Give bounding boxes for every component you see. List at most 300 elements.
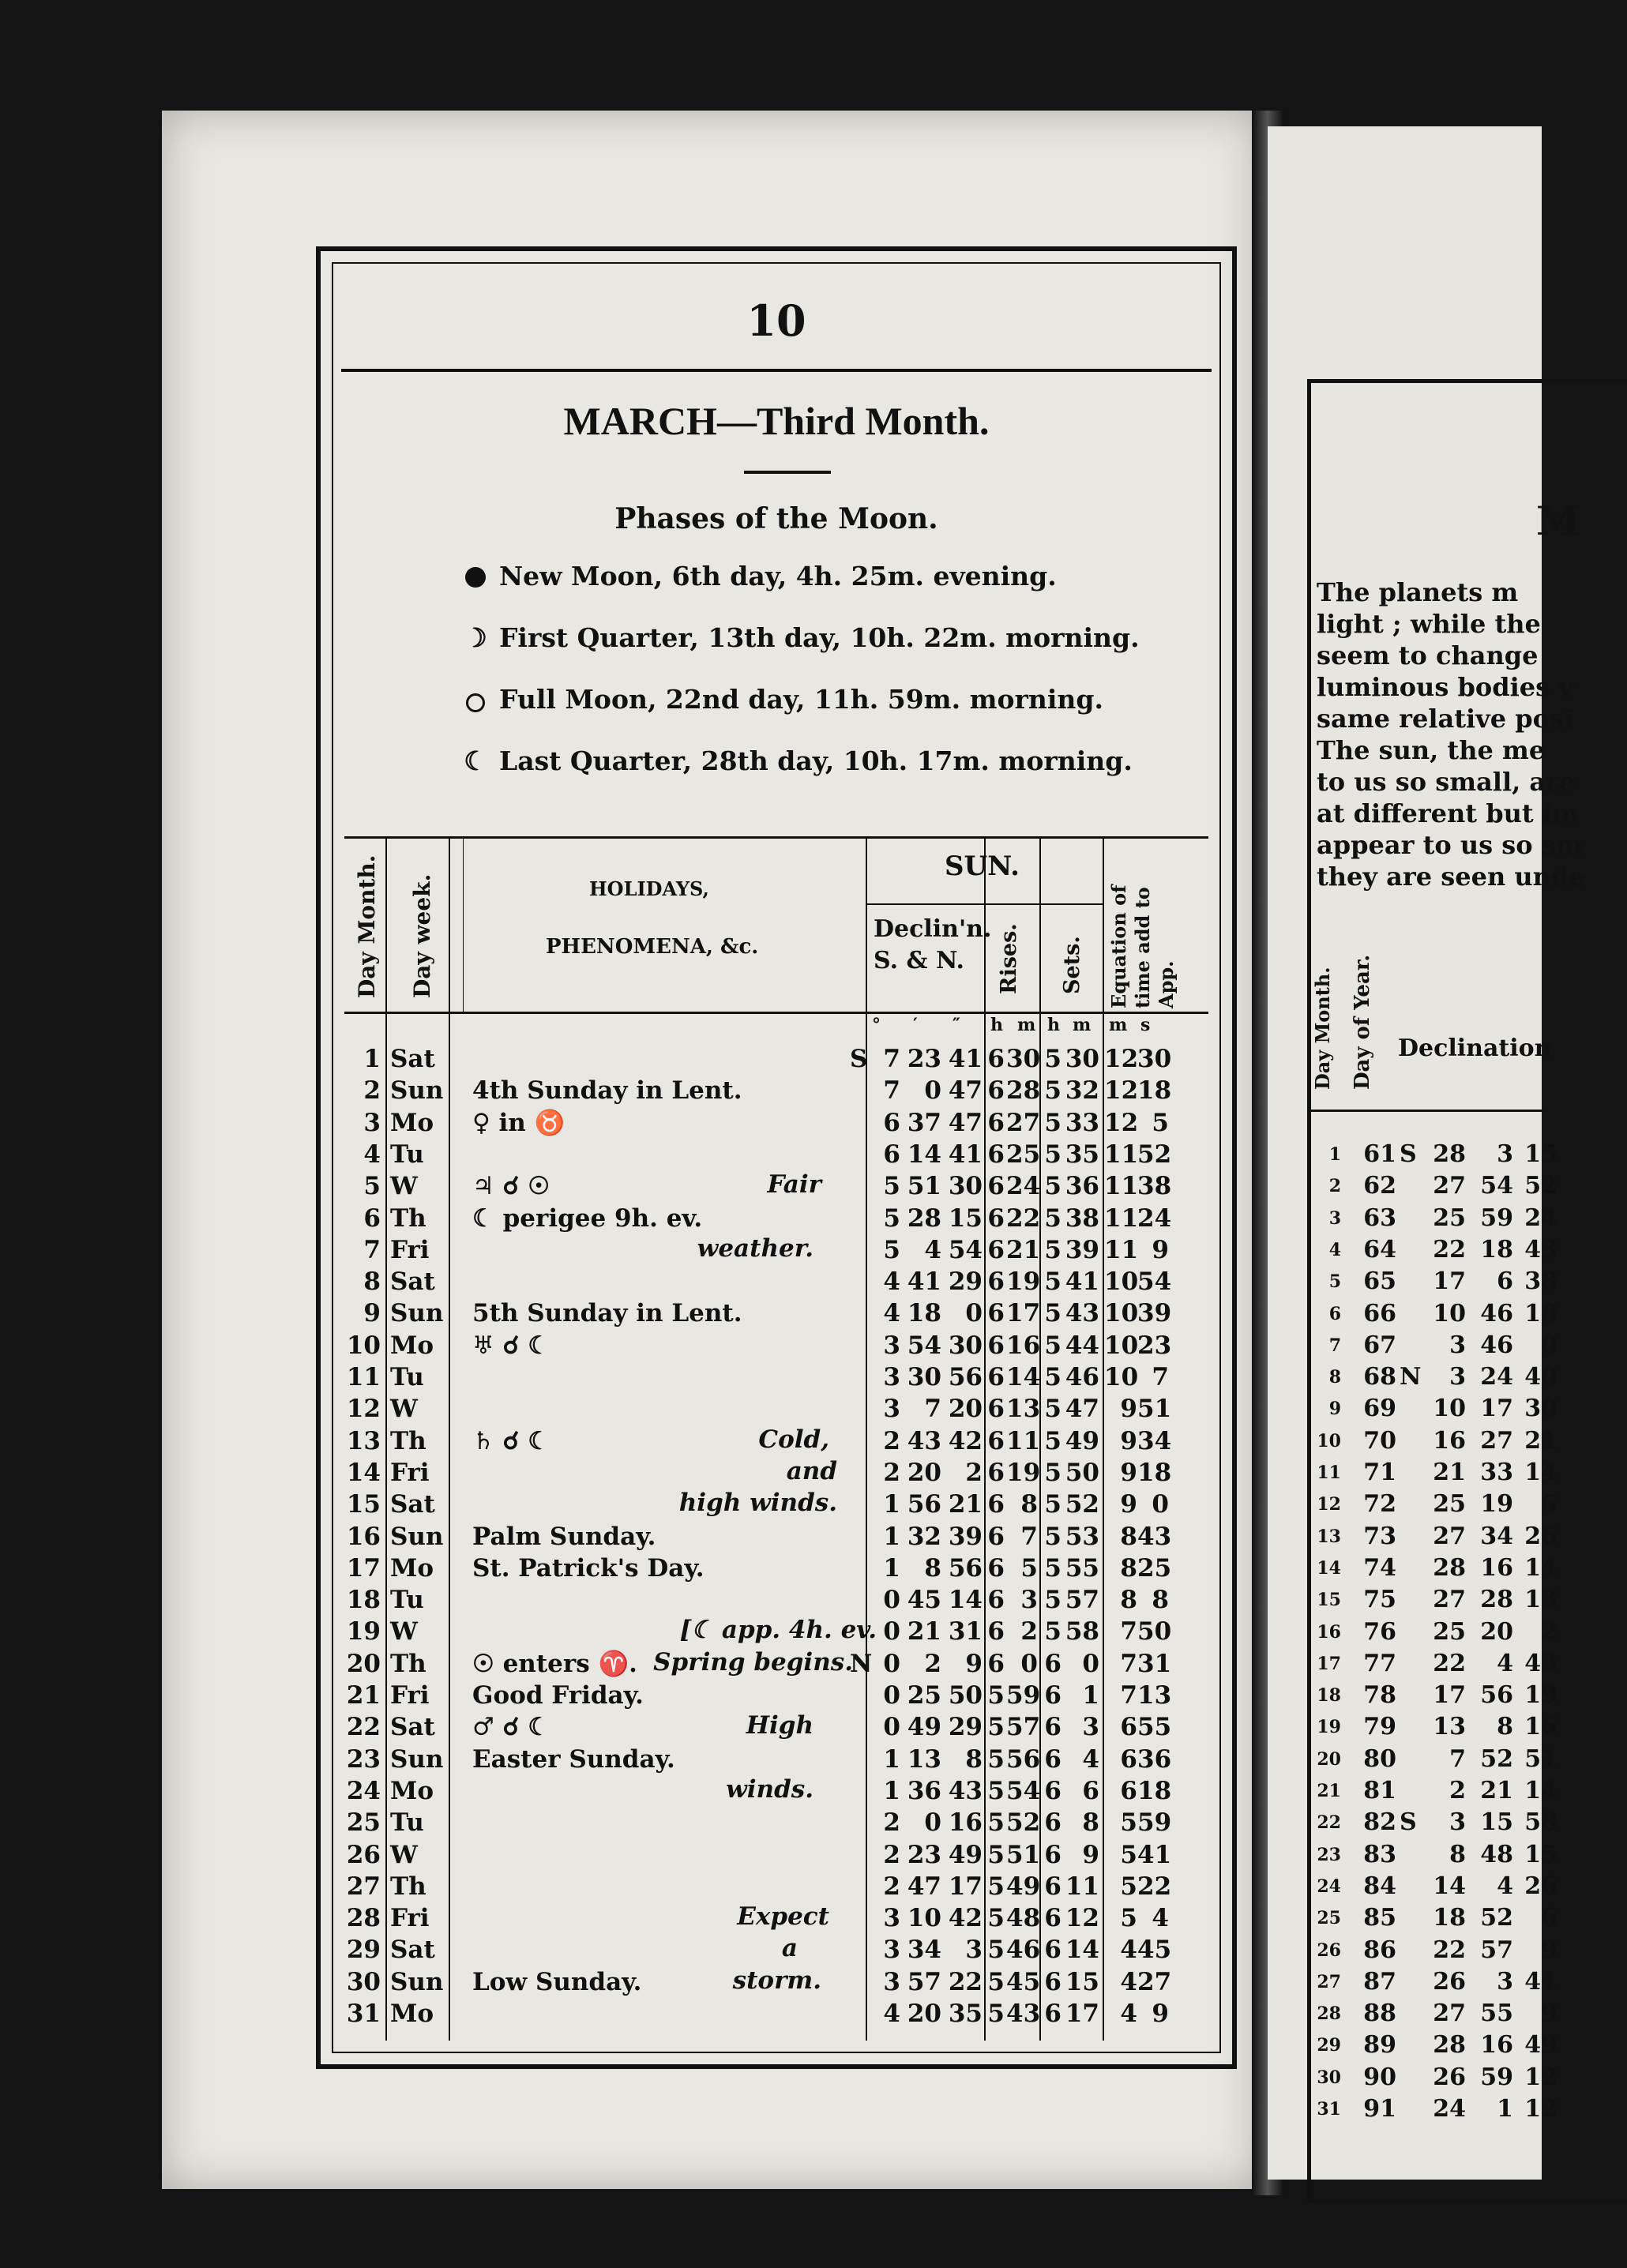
- sets-minute: 1: [1082, 1681, 1099, 1710]
- day-of-week: Th: [390, 1426, 426, 1455]
- declination-seconds: 3: [965, 1936, 983, 1965]
- right-cell: 12: [1524, 2063, 1557, 2091]
- sets-minute: 58: [1065, 1617, 1099, 1647]
- weather-note: [☾ app. 4h. ev.: [679, 1616, 877, 1645]
- table-row: [344, 1330, 1208, 1361]
- rises-hour: 6: [987, 1331, 1005, 1360]
- declination-minutes: 8: [924, 1553, 941, 1583]
- right-cell: 65: [1363, 1267, 1396, 1296]
- rises-minute: 43: [1006, 2000, 1041, 2028]
- rises-minute: 30: [1006, 1045, 1041, 1073]
- right-cell: 52: [1480, 1904, 1513, 1932]
- right-cell: 19: [1317, 1717, 1341, 1738]
- rises-minute: 19: [1006, 1458, 1041, 1487]
- rises-minute: 17: [1006, 1299, 1041, 1328]
- day-of-month: 15: [346, 1490, 381, 1519]
- declination-degrees: 2: [883, 1458, 900, 1487]
- day-of-week: Mo: [390, 1331, 434, 1360]
- right-cell: 46: [1480, 1331, 1513, 1359]
- rises-hour: 5: [987, 1872, 1005, 1901]
- right-table-row: [1311, 1298, 1557, 1330]
- right-col-day-month: Day Month.: [1311, 967, 1334, 1090]
- rises-hour: 6: [987, 1395, 1005, 1424]
- sets-minute: 49: [1065, 1426, 1099, 1455]
- rises-hour: 5: [987, 1904, 1005, 1933]
- rises-hour: 6: [987, 1553, 1005, 1583]
- declination-seconds: 42: [948, 1426, 983, 1455]
- right-cell: 14: [1524, 1459, 1557, 1486]
- col-declination: Declin'n.: [874, 915, 992, 943]
- right-cell: 10: [1317, 1430, 1341, 1451]
- declination-minutes: 0: [924, 1076, 941, 1106]
- right-table-row: [1311, 1584, 1557, 1616]
- sets-minute: 50: [1065, 1458, 1099, 1487]
- right-cell: 13: [1524, 1586, 1557, 1614]
- right-cell: 78: [1363, 1681, 1396, 1710]
- declination-minutes: 41: [907, 1267, 941, 1297]
- declination-seconds: 43: [948, 1776, 983, 1805]
- col-rises: Rises.: [997, 923, 1021, 994]
- right-cell: 5: [1328, 1271, 1341, 1293]
- right-table-row: [1311, 2030, 1557, 2061]
- rises-minute: 16: [1006, 1331, 1041, 1360]
- declination-degrees: 6: [883, 1140, 900, 1169]
- declination-degrees: 3: [883, 1967, 900, 1996]
- sets-hour: 5: [1044, 1140, 1061, 1169]
- rises-hour: 6: [987, 1586, 1005, 1615]
- right-cell: 16: [1480, 1553, 1513, 1582]
- sets-hour: 5: [1044, 1458, 1061, 1487]
- right-cell: 69: [1363, 1395, 1396, 1423]
- rises-hour: 6: [987, 1617, 1005, 1647]
- rises-minute: 14: [1006, 1363, 1041, 1391]
- phases-heading: Phases of the Moon.: [614, 502, 938, 535]
- equation-seconds: 45: [1137, 1936, 1172, 1965]
- right-cell: 16: [1480, 2031, 1513, 2060]
- rises-hour: 6: [987, 1076, 1005, 1106]
- phase-first-quarter: ☽ First Quarter, 13th day, 10h. 22m. morning.: [460, 622, 1140, 653]
- declination-seconds: 47: [948, 1076, 983, 1106]
- sets-hour: 5: [1044, 1363, 1061, 1391]
- sets-hour: 6: [1044, 1649, 1061, 1678]
- declination-minutes: 13: [907, 1744, 941, 1774]
- right-table-row: [1311, 2093, 1557, 2125]
- right-cell: 24: [1524, 1203, 1557, 1232]
- holiday-text: Good Friday.: [472, 1681, 644, 1710]
- declination-minutes: 37: [907, 1108, 941, 1137]
- right-cell: 48: [1480, 1840, 1513, 1868]
- declination-seconds: 47: [948, 1108, 983, 1137]
- full-moon-icon: [460, 684, 491, 715]
- equation-seconds: 36: [1137, 1744, 1172, 1774]
- declination-minutes: 51: [907, 1172, 941, 1201]
- day-of-week: Tu: [390, 1140, 424, 1169]
- declination-degrees: 3: [883, 1395, 900, 1424]
- declination-minutes: 2: [924, 1649, 941, 1678]
- day-of-week: Tu: [390, 1586, 424, 1615]
- day-of-month: 18: [346, 1586, 381, 1615]
- right-table-row: [1311, 1393, 1557, 1425]
- right-table-row: [1311, 1902, 1557, 1934]
- sets-hour: 5: [1044, 1553, 1061, 1583]
- equation-seconds: 55: [1137, 1713, 1172, 1742]
- declination-minutes: 28: [907, 1203, 941, 1233]
- right-col-day-year: Day of Year.: [1351, 954, 1374, 1090]
- holiday-text: ☾ perigee 9h. ev.: [472, 1203, 703, 1233]
- right-cell: 3: [1449, 1363, 1466, 1391]
- equation-seconds: 25: [1137, 1553, 1172, 1583]
- sets-minute: 44: [1065, 1331, 1099, 1360]
- right-cell: 23: [1317, 1844, 1341, 1865]
- rises-hour: 5: [987, 1808, 1005, 1838]
- right-cell: 72: [1363, 1490, 1396, 1519]
- weather-note: Fair: [767, 1170, 821, 1200]
- equation-minutes: 6: [1120, 1713, 1137, 1742]
- weather-note: storm.: [732, 1966, 821, 1995]
- declination-minutes: 14: [907, 1140, 941, 1169]
- declination-degrees: 0: [883, 1713, 900, 1742]
- right-cell: 27: [1433, 1522, 1466, 1550]
- rises-minute: 45: [1006, 1967, 1041, 1996]
- sets-minute: 32: [1065, 1076, 1099, 1106]
- equation-minutes: 12: [1104, 1076, 1139, 1106]
- sets-minute: 43: [1065, 1299, 1099, 1328]
- declination-seconds: 30: [948, 1331, 983, 1360]
- rises-hour: 6: [987, 1299, 1005, 1328]
- right-cell: 85: [1363, 1904, 1396, 1932]
- day-of-month: 31: [346, 2000, 381, 2028]
- right-cell: 59: [1480, 1203, 1513, 1232]
- table-row: [344, 1457, 1208, 1489]
- last-quarter-icon: ☾: [464, 745, 487, 776]
- equation-seconds: 13: [1137, 1681, 1172, 1710]
- holiday-text: Low Sunday.: [472, 1967, 642, 1996]
- right-cell: 86: [1363, 1936, 1396, 1964]
- right-cell: 67: [1363, 1331, 1396, 1359]
- day-of-month: 28: [346, 1904, 381, 1933]
- col-sun: SUN.: [945, 850, 1020, 882]
- declination-minutes: 36: [907, 1776, 941, 1805]
- right-cell: S: [1400, 1140, 1417, 1168]
- equation-minutes: 11: [1104, 1172, 1139, 1201]
- right-cell: 3: [1328, 1207, 1341, 1229]
- col-day-month: Day Month.: [354, 854, 380, 998]
- right-table-row: [1311, 1521, 1557, 1553]
- rises-minute: 19: [1006, 1267, 1041, 1297]
- right-cell: 7: [1449, 1744, 1466, 1773]
- right-page-line: luminous bodies v: [1317, 672, 1573, 702]
- right-cell: 25: [1433, 1490, 1466, 1519]
- right-cell: 22: [1317, 1812, 1341, 1834]
- day-of-week: Mo: [390, 1553, 434, 1583]
- day-of-week: Sat: [390, 1045, 435, 1073]
- right-cell: N: [1400, 1363, 1422, 1391]
- day-of-month: 29: [346, 1936, 381, 1965]
- declination-degrees: 5: [883, 1172, 900, 1201]
- right-cell: 40: [1524, 1363, 1557, 1391]
- day-of-month: 17: [346, 1553, 381, 1583]
- declination-seconds: 56: [948, 1363, 983, 1391]
- right-cell: 68: [1363, 1363, 1396, 1391]
- holiday-text: St. Patrick's Day.: [472, 1553, 705, 1583]
- equation-seconds: 7: [1152, 1363, 1169, 1391]
- equation-minutes: 4: [1120, 2000, 1137, 2028]
- declination-seconds: 35: [948, 2000, 983, 2028]
- right-cell: 22: [1433, 1235, 1466, 1264]
- right-cell: 14: [1317, 1557, 1341, 1579]
- declination-seconds: 50: [948, 1681, 983, 1710]
- sets-hour: 6: [1044, 1967, 1061, 1996]
- right-table-row: [1311, 1871, 1557, 1902]
- equation-minutes: 7: [1120, 1649, 1137, 1678]
- right-cell: 8: [1328, 1367, 1341, 1388]
- right-cell: 56: [1480, 1681, 1513, 1710]
- sets-hour: 6: [1044, 1808, 1061, 1838]
- holiday-text: ♃ ☌ ☉: [472, 1172, 550, 1201]
- right-cell: 4: [1497, 1872, 1513, 1900]
- right-table-row: [1311, 1839, 1557, 1871]
- sets-minute: 30: [1065, 1045, 1099, 1073]
- sets-hour: 5: [1044, 1235, 1061, 1264]
- equation-minutes: 10: [1104, 1299, 1139, 1328]
- day-of-month: 10: [346, 1331, 381, 1360]
- right-cell: 0: [1541, 1331, 1557, 1359]
- day-of-week: W: [390, 1172, 418, 1201]
- declination-minutes: 10: [907, 1904, 941, 1933]
- equation-minutes: 8: [1120, 1522, 1137, 1551]
- holiday-text: Easter Sunday.: [472, 1744, 675, 1774]
- right-cell: 59: [1480, 2063, 1513, 2091]
- rises-hour: 6: [987, 1267, 1005, 1297]
- equation-seconds: 8: [1152, 1586, 1169, 1615]
- equation-minutes: 4: [1120, 1936, 1137, 1965]
- sets-minute: 11: [1065, 1872, 1099, 1901]
- declination-minutes: 23: [907, 1045, 941, 1073]
- right-cell: 15: [1480, 1808, 1513, 1837]
- table-row: [344, 1361, 1208, 1393]
- right-table-row: [1311, 1998, 1557, 2030]
- equation-seconds: 0: [1152, 1490, 1169, 1519]
- equation-seconds: 31: [1137, 1649, 1172, 1678]
- sets-hour: 5: [1044, 1331, 1061, 1360]
- month-title: MARCH—Third Month.: [563, 399, 990, 443]
- sets-minute: 6: [1082, 1776, 1099, 1805]
- col-declination-sn: S. & N.: [874, 947, 964, 974]
- right-table-row: [1311, 1807, 1557, 1838]
- equation-minutes: 5: [1120, 1872, 1137, 1901]
- table-row: [344, 1584, 1208, 1616]
- right-cell: 6: [1497, 1267, 1513, 1296]
- right-cell: 8: [1497, 1713, 1513, 1741]
- right-cell: 38: [1524, 1267, 1557, 1296]
- rises-minute: 54: [1006, 1776, 1041, 1805]
- day-of-week: Sun: [390, 1967, 444, 1996]
- declination-seconds: 9: [965, 1649, 983, 1678]
- right-cell: 28: [1317, 2003, 1341, 2025]
- declination-degrees: 0: [883, 1586, 900, 1615]
- rises-minute: 21: [1006, 1235, 1041, 1264]
- equation-seconds: 4: [1152, 1904, 1169, 1933]
- declination-seconds: 17: [948, 1872, 983, 1901]
- right-cell: 27: [1433, 1172, 1466, 1200]
- day-of-week: Sat: [390, 1490, 435, 1519]
- right-cell: 9: [1541, 2000, 1557, 2028]
- unit-label: h: [1047, 1015, 1060, 1035]
- right-cell: 14: [1524, 1777, 1557, 1804]
- right-cell: 24: [1317, 1876, 1341, 1897]
- day-of-week: W: [390, 1395, 418, 1424]
- rises-hour: 6: [987, 1045, 1005, 1073]
- rises-hour: 5: [987, 1681, 1005, 1710]
- right-cell: 2: [1449, 1777, 1466, 1804]
- right-cell: 73: [1363, 1522, 1396, 1550]
- day-of-week: Tu: [390, 1363, 424, 1391]
- right-cell: 13: [1433, 1713, 1466, 1741]
- day-of-month: 23: [346, 1744, 381, 1774]
- declination-degrees: 2: [883, 1808, 900, 1838]
- right-cell: 3: [1449, 1808, 1466, 1837]
- declination-minutes: 25: [907, 1681, 941, 1710]
- sets-minute: 52: [1065, 1490, 1099, 1519]
- right-cell: 43: [1524, 1649, 1557, 1677]
- sets-minute: 41: [1065, 1267, 1099, 1297]
- day-of-week: Sun: [390, 1522, 444, 1551]
- day-of-month: 19: [346, 1617, 381, 1647]
- equation-minutes: 10: [1104, 1267, 1139, 1297]
- right-cell: 21: [1433, 1459, 1466, 1486]
- sets-minute: 47: [1065, 1395, 1099, 1424]
- unit-label: m: [1017, 1015, 1036, 1035]
- day-of-week: Th: [390, 1872, 426, 1901]
- table-row: [344, 1807, 1208, 1838]
- declination-seconds: 31: [948, 1617, 983, 1647]
- right-cell: 21: [1524, 1426, 1557, 1455]
- right-cell: 66: [1363, 1299, 1396, 1327]
- right-cell: 18: [1433, 1904, 1466, 1932]
- right-cell: 84: [1363, 1872, 1396, 1900]
- right-cell: 82: [1363, 1808, 1396, 1837]
- equation-seconds: 22: [1137, 1872, 1172, 1901]
- rises-minute: 49: [1006, 1872, 1041, 1901]
- right-cell: 58: [1524, 1808, 1557, 1837]
- equation-minutes: 6: [1120, 1744, 1137, 1774]
- right-cell: 17: [1480, 1395, 1513, 1423]
- right-table-row: [1311, 1203, 1557, 1234]
- declination-seconds: 15: [948, 1203, 983, 1233]
- weather-note: weather.: [697, 1234, 814, 1263]
- weather-note: Spring begins.: [653, 1647, 853, 1677]
- rises-minute: 27: [1006, 1108, 1041, 1137]
- rises-hour: 5: [987, 1713, 1005, 1742]
- day-of-week: Sat: [390, 1713, 435, 1742]
- right-cell: 30: [1317, 2067, 1341, 2088]
- equation-seconds: 18: [1137, 1458, 1172, 1487]
- right-cell: 54: [1480, 1172, 1513, 1200]
- sets-hour: 6: [1044, 1872, 1061, 1901]
- declination-seconds: 8: [965, 1744, 983, 1774]
- right-cell: 31: [1317, 2099, 1341, 2120]
- holiday-text: ♂ ☌ ☾: [472, 1713, 550, 1742]
- right-cell: 28: [1433, 1553, 1466, 1582]
- declination-minutes: 32: [907, 1522, 941, 1551]
- right-cell: 52: [1524, 1172, 1557, 1200]
- right-page-line: light ; while the: [1317, 609, 1541, 639]
- equation-seconds: 43: [1137, 1522, 1172, 1551]
- right-cell: S: [1400, 1808, 1417, 1837]
- declination-seconds: 41: [948, 1140, 983, 1169]
- declination-seconds: 29: [948, 1713, 983, 1742]
- sets-hour: 5: [1044, 1172, 1061, 1201]
- right-cell: 62: [1363, 1172, 1396, 1200]
- right-cell: 18: [1480, 1235, 1513, 1264]
- right-page-line: at different but im: [1317, 798, 1579, 828]
- day-of-month: 12: [346, 1395, 381, 1424]
- right-cell: 41: [1524, 1967, 1557, 1996]
- day-of-month: 14: [346, 1458, 381, 1487]
- weather-note: Expect: [737, 1902, 829, 1932]
- right-table-row: [1311, 1711, 1557, 1743]
- right-cell: 27: [1317, 1971, 1341, 1992]
- right-cell: 1: [1497, 2095, 1513, 2123]
- declination-degrees: 0: [883, 1649, 900, 1678]
- declination-seconds: 22: [948, 1967, 983, 1996]
- equation-seconds: 18: [1137, 1076, 1172, 1106]
- right-table-row: [1311, 1489, 1557, 1520]
- declination-degrees: 7: [883, 1076, 900, 1106]
- equation-seconds: 51: [1137, 1395, 1172, 1424]
- right-cell: 22: [1433, 1936, 1466, 1964]
- holiday-text: ♀ in ♉: [472, 1108, 566, 1137]
- equation-minutes: 9: [1120, 1395, 1137, 1424]
- declination-degrees: 3: [883, 1936, 900, 1965]
- rises-hour: 5: [987, 1840, 1005, 1869]
- title-rule: [744, 471, 831, 474]
- day-of-month: 9: [363, 1299, 381, 1328]
- right-page-line: same relative posi: [1317, 704, 1574, 734]
- sets-hour: 5: [1044, 1045, 1061, 1073]
- day-of-week: Sat: [390, 1267, 435, 1297]
- right-cell: 15: [1524, 1140, 1557, 1168]
- day-of-month: 24: [346, 1776, 381, 1805]
- right-cell: 74: [1363, 1553, 1396, 1582]
- equation-seconds: 34: [1137, 1426, 1172, 1455]
- holiday-text: 4th Sunday in Lent.: [472, 1076, 742, 1106]
- declination-seconds: 39: [948, 1522, 983, 1551]
- right-cell: 52: [1480, 1744, 1513, 1773]
- right-cell: 2: [1541, 1617, 1557, 1646]
- equation-minutes: 12: [1104, 1045, 1139, 1073]
- declination-minutes: 34: [907, 1936, 941, 1965]
- rises-minute: 46: [1006, 1936, 1041, 1965]
- rises-minute: 11: [1006, 1426, 1041, 1455]
- col-holidays: HOLIDAYS,: [589, 877, 709, 900]
- day-of-week: Mo: [390, 1108, 434, 1137]
- day-of-month: 11: [346, 1363, 381, 1391]
- declination-degrees: 1: [883, 1490, 900, 1519]
- declination-minutes: 57: [907, 1967, 941, 1996]
- declination-seconds: 41: [948, 1045, 983, 1073]
- rises-hour: 6: [987, 1426, 1005, 1455]
- day-of-month: 6: [363, 1203, 381, 1233]
- equation-minutes: 9: [1120, 1426, 1137, 1455]
- right-cell: 90: [1363, 2063, 1396, 2091]
- declination-minutes: 45: [907, 1586, 941, 1615]
- declination-minutes: 23: [907, 1840, 941, 1869]
- declination-minutes: 20: [907, 2000, 941, 2028]
- right-cell: 2: [1328, 1176, 1341, 1197]
- declination-seconds: 21: [948, 1490, 983, 1519]
- declination-degrees: 1: [883, 1776, 900, 1805]
